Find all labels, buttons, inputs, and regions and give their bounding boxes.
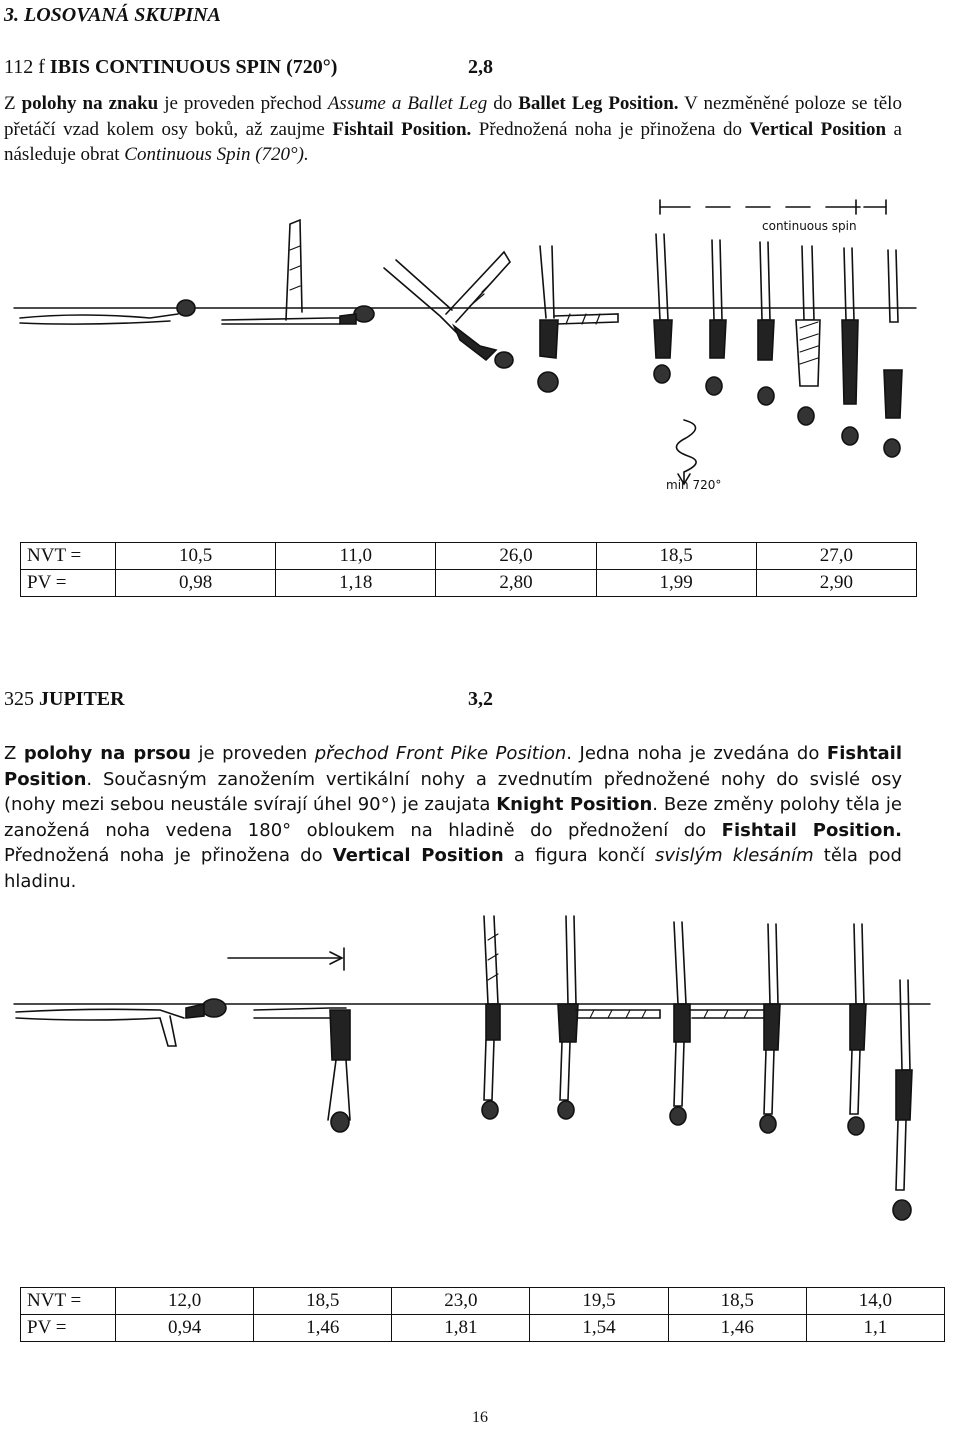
min-rotation-label: min 720° (666, 478, 722, 492)
table-cell: 14,0 (806, 1288, 944, 1315)
spin-label: continuous spin (762, 219, 857, 233)
row-label: PV = (21, 570, 116, 597)
scores-table (20, 1287, 945, 1342)
table-cell: 1,81 (392, 1315, 530, 1342)
figure-heading (4, 688, 604, 711)
table-cell: 26,0 (436, 543, 596, 570)
row-label: NVT = (21, 1288, 116, 1315)
table-row (21, 570, 917, 597)
table-cell: 1,54 (530, 1315, 668, 1342)
figure-illustration (0, 900, 960, 1240)
difficulty-value: 3,2 (468, 688, 493, 710)
table-cell: 18,5 (596, 543, 756, 570)
table-cell: 2,90 (756, 570, 916, 597)
table-cell: 18,5 (668, 1288, 806, 1315)
table-cell: 10,5 (116, 543, 276, 570)
table-cell: 18,5 (254, 1288, 392, 1315)
row-label: PV = (21, 1315, 116, 1342)
table-cell: 11,0 (276, 543, 436, 570)
table-cell: 23,0 (392, 1288, 530, 1315)
table-cell: 1,46 (254, 1315, 392, 1342)
table-cell: 1,18 (276, 570, 436, 597)
table-cell: 19,5 (530, 1288, 668, 1315)
table-cell: 12,0 (116, 1288, 254, 1315)
table-cell: 1,46 (668, 1315, 806, 1342)
figure-description: Z polohy na znaku je proveden přechod Assume a Ballet Leg do Ballet Leg Position. V nezměněné poloze se tělo přetáčí vzad kolem osy boků, až zaujme Fishtail Position. Přednožená noha je přinožena do Vertical Position a následuje obrat Continuous Spin (720°). (4, 93, 902, 165)
figure-name: IBIS CONTINUOUS SPIN (720°) (49, 56, 338, 78)
table-cell: 0,98 (116, 570, 276, 597)
figure-heading (4, 56, 604, 79)
figure-illustration (0, 190, 960, 510)
table-cell: 1,1 (806, 1315, 944, 1342)
table-row (21, 1288, 945, 1315)
figure-name: JUPITER (39, 688, 125, 710)
figure-number: 112 f (4, 56, 45, 78)
table-cell: 27,0 (756, 543, 916, 570)
table-cell: 2,80 (436, 570, 596, 597)
figure-number: 325 (4, 688, 34, 710)
figure-description: Z polohy na prsou je proveden přechod Front Pike Position. Jedna noha je zvedána do Fishtail Position. Současným zanožením vertikální nohy a zvednutím přednožené nohy do svislé osy (nohy mezi sebou neustále svírají úhel 90°) je zaujata Knight Position. Beze změny polohy těla je zanožená noha vedena 180° obloukem na hladině do přednožení do Fishtail Position. Přednožená noha je přinožena do Vertical Position a figura končí svislým klesáním těla pod hladinu. (4, 743, 903, 892)
section-title: 3. LOSOVANÁ SKUPINA (4, 4, 221, 26)
difficulty-value: 2,8 (468, 56, 493, 78)
table-cell: 1,99 (596, 570, 756, 597)
scores-table (20, 542, 917, 597)
table-row (21, 543, 917, 570)
table-cell: 0,94 (116, 1315, 254, 1342)
page-number: 16 (472, 1409, 488, 1426)
row-label: NVT = (21, 543, 116, 570)
table-row (21, 1315, 945, 1342)
